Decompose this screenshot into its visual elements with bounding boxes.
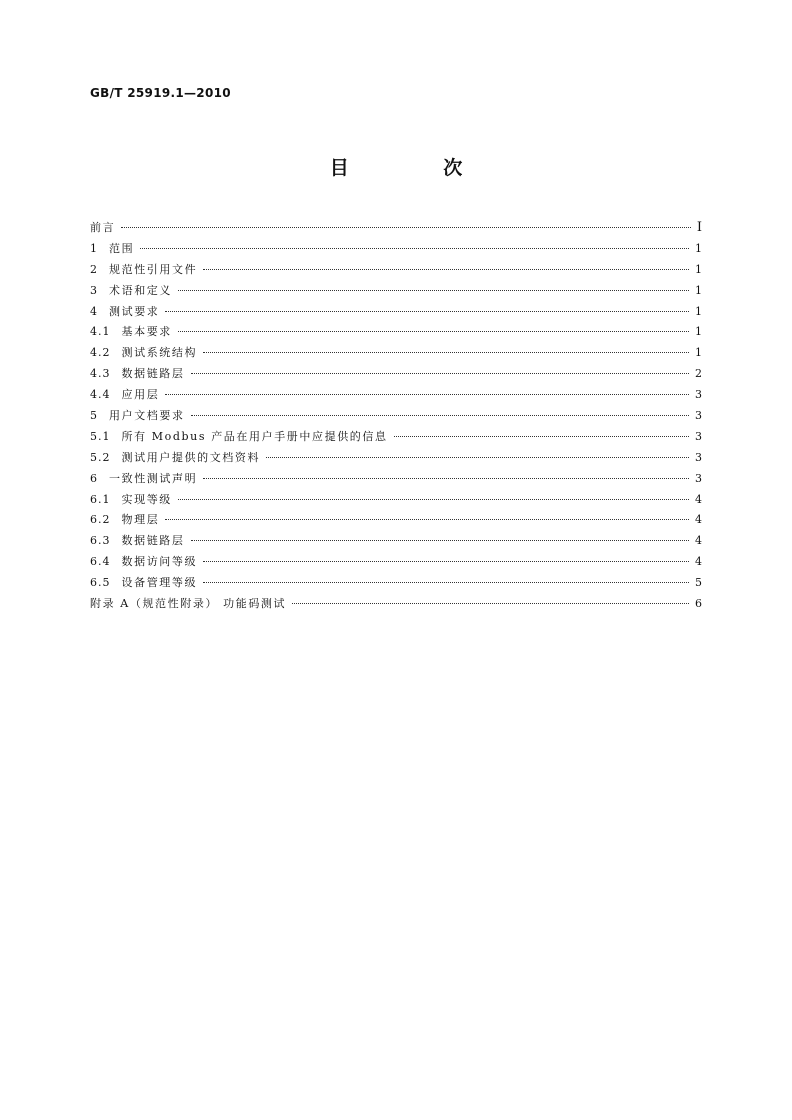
toc-entry-number: 4.1 [90, 325, 111, 339]
dot-leader [203, 561, 689, 562]
toc-entry[interactable] [90, 406, 702, 427]
toc-entry[interactable] [90, 385, 702, 406]
toc-entry-title: 测试用户提供的文档资料 [121, 450, 261, 464]
toc-page-number: 3 [695, 450, 702, 464]
toc-entry[interactable] [90, 218, 702, 239]
toc-page-number: 5 [695, 576, 702, 590]
toc-entry[interactable] [90, 239, 702, 260]
toc-entry-title: 范围 [109, 241, 135, 255]
toc-entry[interactable] [90, 448, 702, 469]
toc-page-number: 6 [695, 597, 702, 611]
toc-page-number: 4 [695, 534, 702, 548]
dot-leader [394, 436, 689, 437]
toc-entry-title: 物理层 [121, 513, 160, 527]
toc-entry-number: 3 [90, 283, 98, 297]
toc-entry[interactable] [90, 260, 702, 281]
toc-entry-title: 基本要求 [121, 325, 172, 339]
dot-leader [121, 227, 691, 228]
toc-entry-title: 数据访问等级 [121, 555, 198, 569]
dot-leader [191, 540, 690, 541]
toc-entry-number: 6.5 [90, 576, 111, 590]
toc-entry-number: 4.3 [90, 367, 111, 381]
toc-entry[interactable] [90, 510, 702, 531]
toc-page-number: 4 [695, 492, 702, 506]
toc-page-number: 2 [695, 367, 702, 381]
toc-entry-number: 1 [90, 241, 98, 255]
toc-entry-title: 应用层 [121, 388, 160, 402]
dot-leader [178, 290, 689, 291]
toc-entry-number: 5.1 [90, 429, 111, 443]
toc-entry-number: 5 [90, 409, 98, 423]
toc-page-number: 1 [695, 262, 702, 276]
toc-entry[interactable] [90, 594, 702, 615]
toc-entry-title: 用户文档要求 [109, 409, 185, 423]
toc-entry[interactable] [90, 552, 702, 573]
toc-list [90, 218, 702, 615]
toc-title: 目 次 [329, 157, 507, 179]
dot-leader [292, 603, 689, 604]
dot-leader [191, 415, 689, 416]
toc-entry-number: 6.1 [90, 492, 111, 506]
toc-entry[interactable] [90, 531, 702, 552]
toc-entry-number: 5.2 [90, 450, 111, 464]
dot-leader [203, 478, 689, 479]
toc-entry-number: 4.2 [90, 346, 111, 360]
toc-entry-number: 2 [90, 262, 98, 276]
toc-page-number: 1 [695, 241, 702, 255]
toc-entry[interactable] [90, 573, 702, 594]
toc-page-number: 3 [695, 409, 702, 423]
toc-page-number: 3 [695, 471, 702, 485]
toc-entry[interactable] [90, 343, 702, 364]
dot-leader [203, 352, 689, 353]
toc-entry-title: 一致性测试声明 [109, 471, 198, 485]
toc-page-number: 4 [695, 555, 702, 569]
toc-entry[interactable] [90, 281, 702, 302]
toc-entry[interactable] [90, 364, 702, 385]
toc-page-number: 1 [695, 325, 702, 339]
toc-entry-title: 数据链路层 [121, 534, 185, 548]
toc-entry-number: 6 [90, 471, 98, 485]
standard-code: GB/T 25919.1—2010 [90, 86, 231, 100]
toc-entry[interactable] [90, 302, 702, 323]
dot-leader [165, 394, 689, 395]
toc-page-number: 3 [695, 388, 702, 402]
dot-leader [203, 582, 689, 583]
toc-entry-number: 6.3 [90, 534, 111, 548]
toc-page-number: 1 [695, 304, 702, 318]
toc-entry-number: 6.4 [90, 555, 111, 569]
toc-page-number: 1 [695, 283, 702, 297]
toc-entry-number: 6.2 [90, 513, 111, 527]
toc-entry-title: 前言 [90, 221, 116, 234]
toc-entry-number: 4 [90, 304, 98, 318]
dot-leader [178, 499, 689, 500]
dot-leader [165, 311, 689, 312]
dot-leader [203, 269, 689, 270]
toc-entry-number: 4.4 [90, 388, 111, 402]
toc-entry-title: 术语和定义 [109, 283, 172, 297]
toc-entry[interactable] [90, 322, 702, 343]
dot-leader [191, 373, 690, 374]
toc-entry-title: 所有 Modbus 产品在用户手册中应提供的信息 [121, 429, 388, 443]
toc-entry[interactable] [90, 469, 702, 490]
toc-entry-title: 规范性引用文件 [109, 262, 198, 276]
toc-entry-title: 附录 A（规范性附录） 功能码测试 [90, 597, 287, 611]
dot-leader [165, 519, 689, 520]
toc-page-number: 1 [695, 346, 702, 360]
dot-leader [140, 248, 689, 249]
dot-leader [266, 457, 689, 458]
toc-entry-title: 数据链路层 [121, 367, 185, 381]
toc-entry-title: 实现等级 [121, 492, 172, 506]
toc-entry-title: 测试系统结构 [121, 346, 198, 360]
toc-page-number: 3 [695, 429, 702, 443]
dot-leader [178, 331, 689, 332]
toc-entry[interactable] [90, 427, 702, 448]
toc-page-number: 4 [695, 513, 702, 527]
toc-entry[interactable] [90, 490, 702, 511]
toc-entry-title: 设备管理等级 [121, 576, 198, 590]
toc-page-number: I [696, 220, 702, 235]
toc-entry-title: 测试要求 [109, 304, 160, 318]
